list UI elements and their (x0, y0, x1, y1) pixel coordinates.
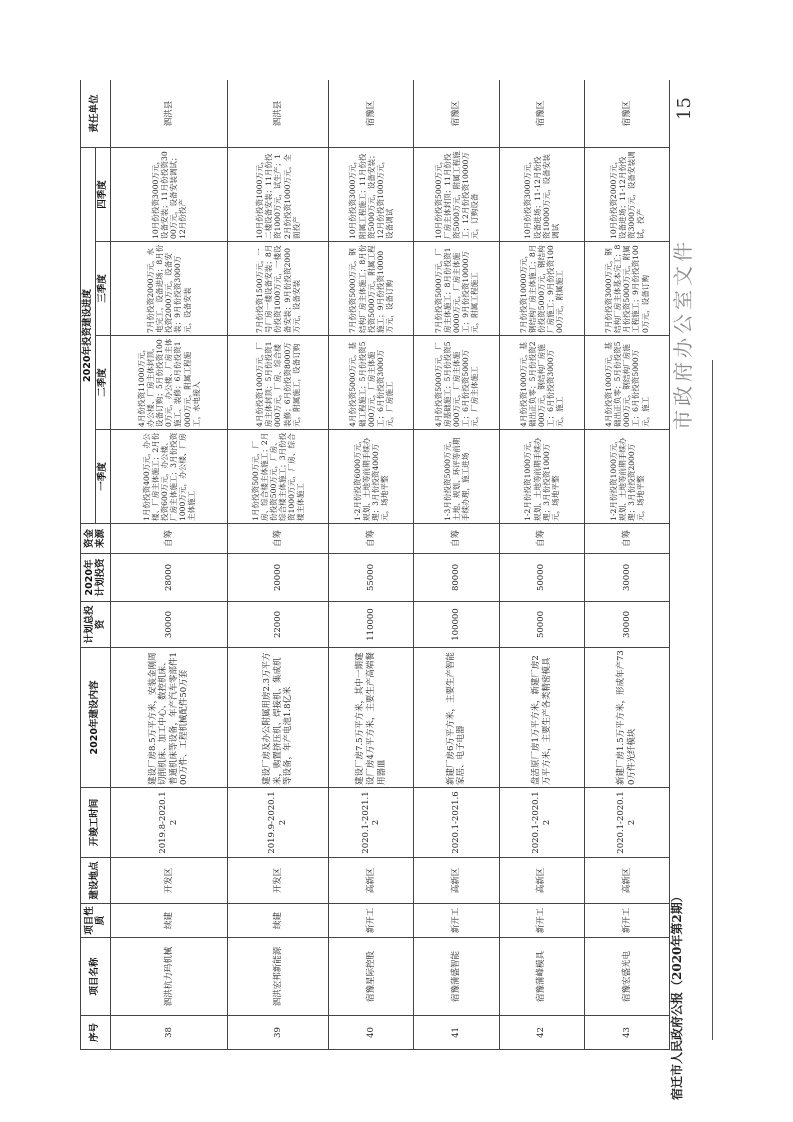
cell-total: 50000 (499, 602, 584, 648)
cell-total: 100000 (414, 602, 499, 648)
table-row (110, 80, 227, 1050)
col-q4: 四季度 (95, 147, 110, 241)
cell-no: 43 (584, 1016, 669, 1050)
cell-no: 38 (110, 1016, 227, 1050)
table-viewport (80, 80, 670, 1050)
cell-source: 自筹 (329, 524, 414, 554)
publication-name: 宿迁市人民政府公报（2020年第2期） (670, 890, 684, 1100)
cell-content: 建设厂房8.5万平方米，安装金刚周切削机床、加工中心、数控机床、普通机床等设备，年产汽车零部件100万件、工程机械配件50万套 (110, 648, 227, 788)
cell-q1: 1-3月份投资5000万元，土地、规划、环评等前期手续办理，施工进场 (414, 430, 499, 524)
cell-q1: 1-2月份投资1000万元，规划、土地等前期手续办理；3月份投资1000万元，场地平整 (499, 430, 584, 524)
cell-nature: 新开工 (414, 904, 499, 938)
cell-unit: 宿豫区 (329, 80, 414, 147)
cell-no: 39 (227, 1016, 328, 1050)
cell-unit: 泗洪县 (227, 80, 328, 147)
cell-period: 2020.1-2021.6 (414, 788, 499, 858)
cell-nature: 新开工 (499, 904, 584, 938)
cell-source: 自筹 (499, 524, 584, 554)
cell-content: 新建厂房6万平方米，主要生产智能家居、电子电器 (414, 648, 499, 788)
col-q2: 二季度 (95, 336, 110, 430)
table-row (329, 80, 414, 1050)
cell-period: 2019.8-2020.12 (110, 788, 227, 858)
cell-unit: 宿豫区 (584, 80, 669, 147)
col-nature: 项目性质 (81, 904, 111, 938)
cell-no: 41 (414, 1016, 499, 1050)
cell-q1: 1-2月份投资6000万元，规划、土地等前期手续办理；3月份投资4000万元，场地平整 (329, 430, 414, 524)
col-total: 计划总投资 (81, 602, 111, 648)
table-holder (80, 80, 670, 1050)
document-header-title: 市政府办公室文件 (671, 238, 695, 430)
cell-period: 2019.9-2020.12 (227, 788, 328, 858)
cell-plan2020: 30000 (584, 554, 669, 602)
col-unit: 责任单位 (81, 80, 111, 147)
cell-name: 宿豫宏盛光电 (584, 938, 669, 1016)
cell-location: 高新区 (414, 858, 499, 904)
cell-q2: 4月份投资1000万元，基础出正负零；5月份投资2000万元，钢结构厂房施工；6月份投资3000万元，施工 (499, 336, 584, 430)
cell-source: 自筹 (227, 524, 328, 554)
cell-q4: 10月份投资5000万元，厂房主体封顶；11月份投资5000万元，附属工程施工；12月份投资10000万元，订购设备 (414, 147, 499, 241)
cell-q4: 10月份投资1000万元，二楼设备安装；11月份投资1000万元，试生产；12月份投资1000万元，全面投产 (227, 147, 328, 241)
cell-content: 建设厂房7.5万平方米，其中一期建设厂房4万平方米，主要生产高端餐用器皿 (329, 648, 414, 788)
cell-period: 2020.1-2020.12 (499, 788, 584, 858)
cell-location: 高新区 (329, 858, 414, 904)
cell-location: 高新区 (584, 858, 669, 904)
cell-period: 2020.1-2020.12 (584, 788, 669, 858)
cell-plan2020: 28000 (110, 554, 227, 602)
cell-source: 自筹 (414, 524, 499, 554)
cell-q4: 10月份投资3000万元，设备安装；11月份投资3000万元，设备安装调试；12月份投产 (110, 147, 227, 241)
cell-name: 泗洪杭力玛机械 (110, 938, 227, 1016)
cell-total: 30000 (584, 602, 669, 648)
cell-q2: 4月份投资5000万元，厂房基础施工；5月份投资5000万元，厂房主体施工；6月份投资5000万元，厂房主体施工 (414, 336, 499, 430)
group-header-progress: 2020年投资建设进度 (81, 147, 96, 523)
cell-plan2020: 50000 (499, 554, 584, 602)
cell-plan2020: 80000 (414, 554, 499, 602)
cell-unit: 宿豫区 (499, 80, 584, 147)
cell-nature: 新开工 (329, 904, 414, 938)
col-source: 资金来源 (81, 524, 111, 554)
col-content: 2020年建设内容 (81, 648, 111, 788)
cell-total: 22000 (227, 602, 328, 648)
cell-period: 2020.1-2021.12 (329, 788, 414, 858)
cell-q4: 10月份投资3000万元，设备进场；11-12月份投资10000万元，设备安装调试 (499, 147, 584, 241)
cell-q3: 7月份投资2000万元，水电完工，设备进场；8月份投资2000万元，设备安装；9月份投资3000万元，设备安装 (110, 242, 227, 336)
footer (668, 890, 685, 1100)
cell-name: 宿豫蒲峰模具 (499, 938, 584, 1016)
cell-total: 30000 (110, 602, 227, 648)
cell-nature: 续建 (227, 904, 328, 938)
table-row (227, 80, 328, 1050)
cell-source: 自筹 (584, 524, 669, 554)
col-plan2020: 2020年计划投资 (81, 554, 111, 602)
table-row (584, 80, 669, 1050)
cell-content: 建设厂房及办公附属用房2.3万平方米，购置挤压机、焊接机、集成机等设备，年产电池1.8亿米 (227, 648, 328, 788)
table-row (414, 80, 499, 1050)
cell-location: 高新区 (499, 858, 584, 904)
cell-q1: 1月份投资400万元，办公楼、厂房主体施工；2月份投资600万元，办公楼、厂房主体施工；3月份投资1000万元，办公楼、厂房主体施工 (110, 430, 227, 524)
header-rule (712, 360, 713, 1040)
cell-q3: 7月份投资1500万元，一号厂房一楼设备安装；8月份投资1000万元，一楼设备安装；9月份投资2000万元，设备安装 (227, 242, 328, 336)
table-row (499, 80, 584, 1050)
cell-q4: 10月份投资2000万元，设备进场；11-12月份投资3000万元，设备安装调试，投产 (584, 147, 669, 241)
cell-nature: 续建 (110, 904, 227, 938)
col-q1: 一季度 (95, 430, 110, 524)
cell-no: 40 (329, 1016, 414, 1050)
page-number: 15 (674, 97, 695, 120)
cell-q2: 4月份投资11000万元，办公楼、厂房主体封顶，设备订购；5月份投资1000万元，办公楼、厂房主体施工、装修；6月份投资1000万元，附属工程施工，水电接入 (110, 336, 227, 430)
cell-q2: 4月份投资1000万元，厂房主体封顶；5月份投资1000万元，厂房、综合楼装修；6月份投资8000万元，附属施工，设备订购 (227, 336, 328, 430)
cell-location: 开发区 (110, 858, 227, 904)
cell-q2: 4月份投资5000万元，基础工程施工；5月份投资5000万元，厂房主体施工；6月份投资3000万元，厂房施工 (329, 336, 414, 430)
cell-q2: 4月份投资1000万元，基础出正负零；5月份投资5000万元，钢结构厂房施工；6月份投资5000万元，施工 (584, 336, 669, 430)
cell-unit: 宿豫区 (414, 80, 499, 147)
cell-total: 110000 (329, 602, 414, 648)
cell-q3: 7月份投资3000万元，钢结构厂房主体基本完工；8月份投资5000万元，附属工程施工；9月份投资1000万元，设备订购 (584, 242, 669, 336)
cell-name: 泗洪宏邦新能源 (227, 938, 328, 1016)
cell-content: 新建厂房1.5万平方米，形成年产730万件光纤模块 (584, 648, 669, 788)
col-q3: 三季度 (95, 242, 110, 336)
investment-table (80, 80, 670, 1050)
cell-q1: 1月份投资500万元，厂房、综合楼主体施工；2月份投资500万元，厂房、综合楼主体施工；3月份投资1000万元，厂房、综合楼主体施工 (227, 430, 328, 524)
cell-q4: 10月份投资3000万元，附属工程施工；11月份投资5000万元，设备安装；12月份投资1000万元，设备调试 (329, 147, 414, 241)
cell-q1: 1-2月份投资1000万元，规划、土地等前期手续办理；3月份投资2000万元，场地平整 (584, 430, 669, 524)
cell-unit: 泗洪县 (110, 80, 227, 147)
cell-source: 自筹 (110, 524, 227, 554)
cell-plan2020: 55000 (329, 554, 414, 602)
cell-plan2020: 20000 (227, 554, 328, 602)
cell-q3: 7月份投资10000万元，钢结构厂房主体施工；8月份投资5000万元，钢结构厂房施工；9月份投资10000万元，附属施工 (499, 242, 584, 336)
cell-name: 宿豫蒲盛智能 (414, 938, 499, 1016)
cell-no: 42 (499, 1016, 584, 1050)
col-location: 建设地点 (81, 858, 111, 904)
cell-name: 宿豫星际控股 (329, 938, 414, 1016)
cell-nature: 新开工 (584, 904, 669, 938)
col-period: 开竣工时间 (81, 788, 111, 858)
col-no: 序号 (81, 1016, 111, 1050)
cell-location: 开发区 (227, 858, 328, 904)
cell-content: 盘活原厂房1万平方米，新建厂房2万平方米，主要生产各类精密模具 (499, 648, 584, 788)
cell-q3: 7月份投资5000万元，钢结构厂房主体施工；8月份投资5000万元，附属工程施工；9月份投资10000万元，设备订购 (329, 242, 414, 336)
col-name: 项目名称 (81, 938, 111, 1016)
cell-q3: 7月份投资5000万元，厂房主体施工；8月份投资10000万元，厂房主体施工；9月份投资10000万元，附属工程施工 (414, 242, 499, 336)
